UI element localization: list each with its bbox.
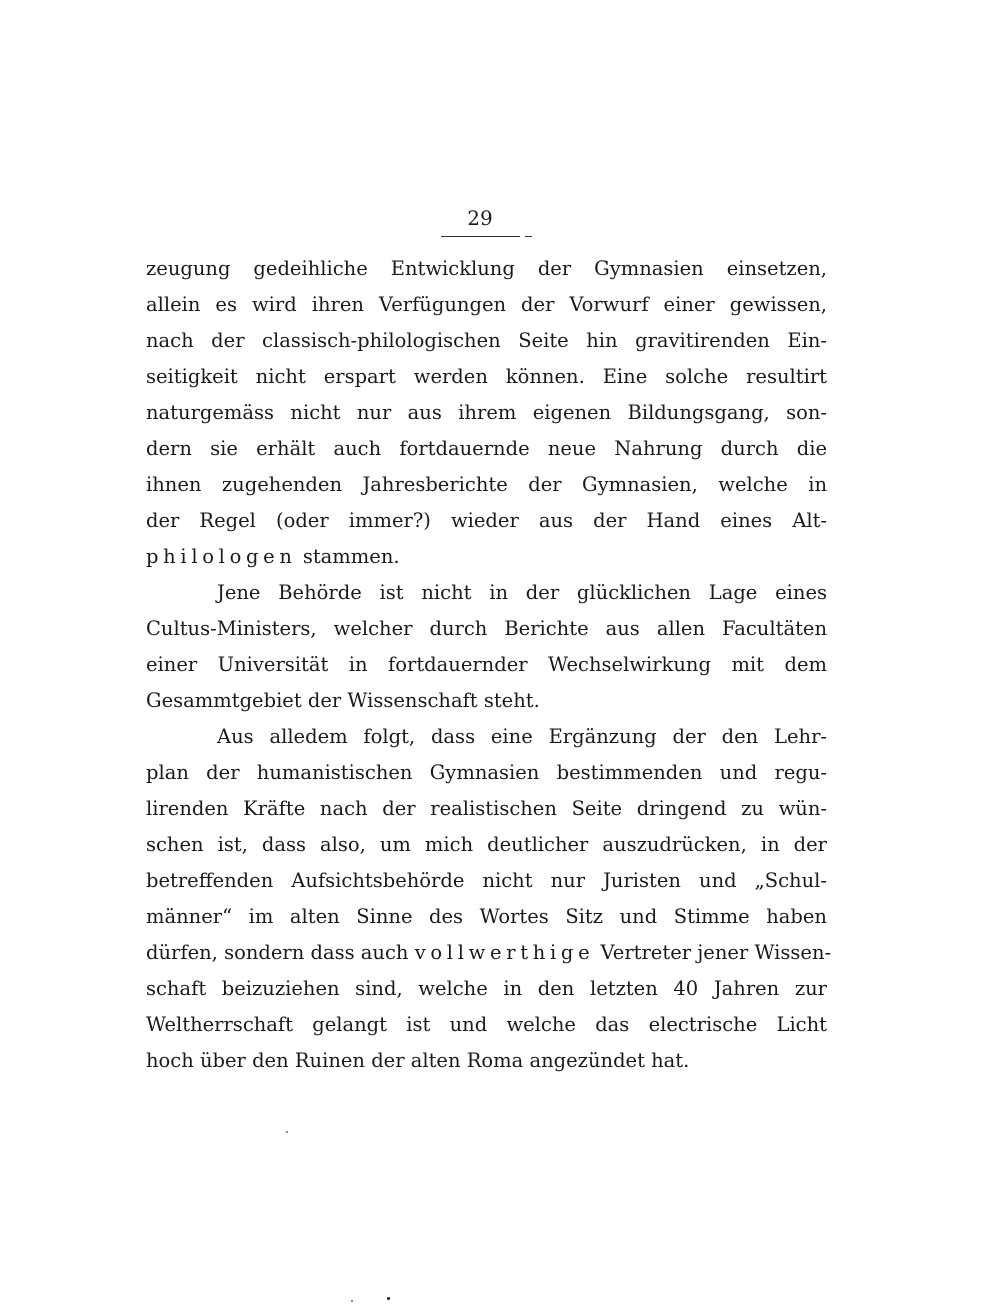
text-line: allein es wird ihren Verfügungen der Vorwurf einer gewissen,: [146, 293, 827, 316]
text-line: betreffenden Aufsichtsbehörde nicht nur Juristen und „Schul-: [146, 869, 827, 892]
text-line: dern sie erhält auch fortdauernde neue Nahrung durch die: [146, 437, 827, 460]
text-fragment: stammen.: [302, 545, 400, 568]
text-fragment: dürfen, sondern dass auch: [146, 941, 409, 964]
text-line: lirenden Kräfte nach der realistischen Seite dringend zu wün-: [146, 797, 827, 820]
text-line: Aus alledem folgt, dass eine Ergänzung der den Lehr-: [217, 725, 827, 748]
text-line: ihnen zugehenden Jahresberichte der Gymnasien, welche in: [146, 473, 827, 496]
text-line: [146, 539, 400, 575]
text-line: der Regel (oder immer?) wieder aus der Hand eines Alt-: [146, 509, 827, 532]
spaced-word: vollwerthige: [414, 941, 595, 964]
text-line: hoch über den Ruinen der alten Roma angezündet hat.: [146, 1049, 690, 1072]
scan-speck: [286, 1131, 288, 1133]
text-line: nach der classisch-philologischen Seite hin gravitirenden Ein-: [146, 329, 827, 352]
text-line: schaft beizuziehen sind, welche in den letzten 40 Jahren zur: [146, 977, 827, 1000]
text-line: einer Universität in fortdauernder Wechselwirkung mit dem: [146, 653, 827, 676]
text-line: Gesammtgebiet der Wissenschaft steht.: [146, 689, 540, 712]
scan-speck: [351, 1300, 353, 1302]
text-line: Weltherrschaft gelangt ist und welche das electrische Licht: [146, 1013, 827, 1036]
text-fragment: Vertreter jener Wissen-: [600, 941, 832, 964]
text-line: naturgemäss nicht nur aus ihrem eigenen Bildungsgang, son-: [146, 401, 827, 424]
text-line: männer“ im alten Sinne des Wortes Sitz und Stimme haben: [146, 905, 827, 928]
text-line: zeugung gedeihliche Entwicklung der Gymnasien einsetzen,: [146, 257, 827, 280]
text-line: Cultus-Ministers, welcher durch Berichte aus allen Facultäten: [146, 617, 827, 640]
header-rule: [441, 236, 520, 237]
header-dash: [525, 236, 532, 237]
text-line: Jene Behörde ist nicht in der glücklichen Lage eines: [217, 581, 827, 604]
text-line: [146, 935, 832, 971]
spaced-word: philologen: [146, 545, 297, 568]
text-line: plan der humanistischen Gymnasien bestimmenden und regu-: [146, 761, 827, 784]
text-line: schen ist, dass also, um mich deutlicher auszudrücken, in der: [146, 833, 827, 856]
scan-speck: [387, 1297, 390, 1300]
text-line: seitigkeit nicht erspart werden können. Eine solche resultirt: [146, 365, 827, 388]
page-number: 29: [467, 206, 493, 230]
